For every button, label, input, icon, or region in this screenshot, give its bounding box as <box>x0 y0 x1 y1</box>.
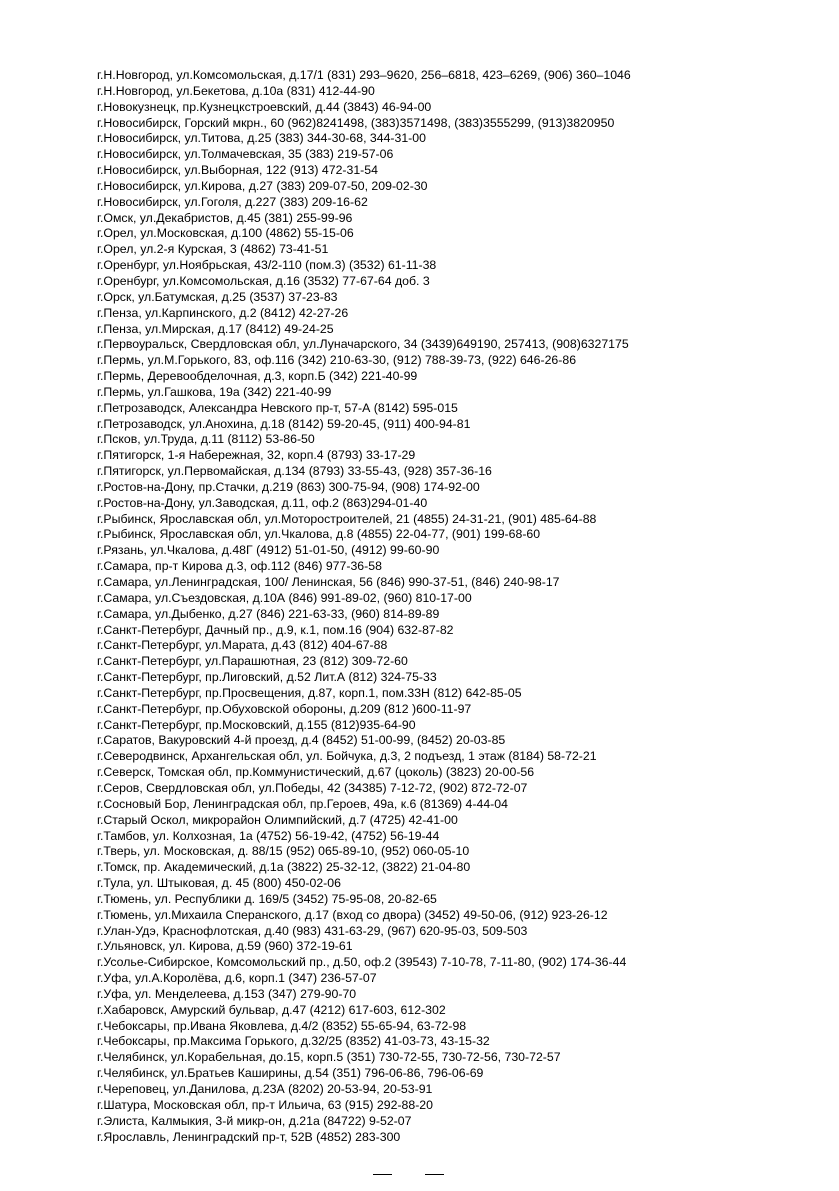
address-entry: г.Ульяновск, ул. Кирова, д.59 (960) 372-19-61 <box>97 939 353 954</box>
address-entry: г.Санкт-Петербург, пр.Московский, д.155 (812)935-64-90 <box>97 717 416 732</box>
address-entry: г.Томск, пр. Академический, д.1а (3822) 25-32-12, (3822) 21-04-80 <box>97 860 471 875</box>
address-entry: г.Новосибирск, ул.Гоголя, д.227 (383) 209-16-62 <box>97 194 368 209</box>
footer-dash-left <box>373 1174 392 1175</box>
address-entry: г.Северодвинск, Архангельская обл, ул. Бойчука, д.3, 2 подъезд, 1 этаж (8184) 58-72-21 <box>97 749 597 764</box>
address-entry: г.Пятигорск, ул.Первомайская, д.134 (8793) 33-55-43, (928) 357-36-16 <box>97 464 492 479</box>
address-entry: г.Серов, Свердловская обл, ул.Победы, 42 (34385) 7-12-72, (902) 872-72-07 <box>97 780 528 795</box>
address-entry: г.Ростов-на-Дону, ул.Заводская, д.11, оф.2 (863)294-01-40 <box>97 495 428 510</box>
address-entry: г.Самара, пр-т Кирова д.3, оф.112 (846) 977-36-58 <box>97 559 382 574</box>
address-entry: г.Рязань, ул.Чкалова, д.48Г (4912) 51-01-50, (4912) 99-60-90 <box>97 543 440 558</box>
address-entry: г.Петрозаводск, Александра Невского пр-т, 57-А (8142) 595-015 <box>97 400 458 415</box>
address-entry: г.Шатура, Московская обл, пр-т Ильича, 63 (915) 292-88-20 <box>97 1097 433 1112</box>
footer-dash-right <box>425 1174 444 1175</box>
address-entry: г.Санкт-Петербург, пр.Обуховской обороны, д.209 (812 )600-11-97 <box>97 701 472 716</box>
address-entry: г.Орел, ул.Московская, д.100 (4862) 55-15-06 <box>97 226 354 241</box>
address-entry: г.Улан-Удэ, Краснофлотская, д.40 (983) 431-63-29, (967) 620-95-03, 509-503 <box>97 923 528 938</box>
address-entry: г.Элиста, Калмыкия, 3-й микр-он, д.21а (84722) 9-52-07 <box>97 1113 412 1128</box>
address-entry: г.Тюмень, ул.Михаила Сперанского, д.17 (вход со двора) (3452) 49-50-06, (912) 923-26-12 <box>97 907 608 922</box>
address-entry: г.Самара, ул.Съездовская, д.10А (846) 991-89-02, (960) 810-17-00 <box>97 590 472 605</box>
address-entry: г.Череповец, ул.Данилова, д.23А (8202) 20-53-94, 20-53-91 <box>97 1082 433 1096</box>
address-entry: г.Пермь, Деревообделочная, д.3, корп.Б (342) 221-40-99 <box>97 369 418 384</box>
address-entry: г.Оренбург, ул.Ноябрьская, 43/2-110 (пом.3) (3532) 61-11-38 <box>97 258 437 273</box>
address-entry: г.Самара, ул.Дыбенко, д.27 (846) 221-63-33, (960) 814-89-89 <box>97 606 440 621</box>
address-entry: г.Пермь, ул.Гашкова, 19а (342) 221-40-99 <box>97 384 332 399</box>
page-footer-marks <box>370 1170 450 1180</box>
address-entry: г.Пятигорск, 1-я Набережная, 32, корп.4 (8793) 33-17-29 <box>97 448 416 463</box>
address-entry: г.Хабаровск, Амурский бульвар, д.47 (4212) 617-603, 612-302 <box>97 1002 446 1017</box>
address-entry: г.Новосибирск, ул.Толмачевская, 35 (383) 219-57-06 <box>97 147 394 162</box>
address-entry: г.Тюмень, ул. Республики д. 169/5 (3452) 75-95-08, 20-82-65 <box>97 891 437 906</box>
address-entry: г.Санкт-Петербург, пр.Лиговский, д.52 Лит.А (812) 324-75-33 <box>97 670 437 685</box>
address-entry: г.Пенза, ул.Мирская, д.17 (8412) 49-24-25 <box>97 321 334 336</box>
address-entry: г.Пенза, ул.Карпинского, д.2 (8412) 42-27-26 <box>97 305 349 320</box>
address-entry: г.Санкт-Петербург, Дачный пр., д.9, к.1, пом.16 (904) 632-87-82 <box>97 622 454 637</box>
address-entry: г.Чебоксары, пр.Максима Горького, д.32/25 (8352) 41-03-73, 43-15-32 <box>97 1034 490 1049</box>
address-entry: г.Орел, ул.2-я Курская, 3 (4862) 73-41-51 <box>97 242 329 257</box>
address-entry: г.Пермь, ул.М.Горького, 83, оф.116 (342) 210-63-30, (912) 788-39-73, (922) 646-26-86 <box>97 353 577 368</box>
address-entry: г.Ярославль, Ленинградский пр-т, 52В (4852) 283-300 <box>97 1129 401 1144</box>
address-entry: г.Н.Новгород, ул.Бекетова, д.10а (831) 412-44-90 <box>97 83 375 98</box>
address-entry: г.Рыбинск, Ярославская обл, ул.Моторостроителей, 21 (4855) 24-31-21, (901) 485-64-88 <box>97 511 597 526</box>
address-entry: г.Усолье-Сибирское, Комсомольский пр., д.50, оф.2 (39543) 7-10-78, 7-11-80, (902) 174-36-44 <box>97 955 627 970</box>
address-entry: г.Тверь, ул. Московская, д. 88/15 (952) 065-89-10, (952) 060-05-10 <box>97 844 470 859</box>
address-entry: г.Первоуральск, Свердловская обл, ул.Луначарского, 34 (3439)649190, 257413, (908)6327175 <box>97 337 629 352</box>
address-entry: г.Рыбинск, Ярославская обл, ул.Чкалова, д.8 (4855) 22-04-77, (901) 199-68-60 <box>97 527 541 542</box>
address-entry: г.Санкт-Петербург, пр.Просвещения, д.87, корп.1, пом.33Н (812) 642-85-05 <box>97 685 522 700</box>
address-list <box>97 68 832 1145</box>
address-entry: г.Уфа, ул. Менделеева, д.153 (347) 279-90-70 <box>97 986 357 1001</box>
address-entry: г.Тула, ул. Штыковая, д. 45 (800) 450-02-06 <box>97 876 341 891</box>
address-entry: г.Старый Оскол, микрорайон Олимпийский, д.7 (4725) 42-41-00 <box>97 812 458 827</box>
address-entry: г.Новокузнецк, пр.Кузнецкстроевский, д.44 (3843) 46-94-00 <box>97 99 432 114</box>
address-entry: г.Северск, Томская обл, пр.Коммунистический, д.67 (цоколь) (3823) 20-00-56 <box>97 765 535 780</box>
address-entry: г.Новосибирск, ул.Кирова, д.27 (383) 209-07-50, 209-02-30 <box>97 178 428 193</box>
address-entry: г.Новосибирск, Горский мкрн., 60 (962)8241498, (383)3571498, (383)3555299, (913)3820950 <box>97 115 615 130</box>
address-entry: г.Новосибирск, ул.Титова, д.25 (383) 344-30-68, 344-31-00 <box>97 131 426 146</box>
address-entry: г.Уфа, ул.А.Королёва, д.6, корп.1 (347) 236-57-07 <box>97 971 377 986</box>
address-entry: г.Санкт-Петербург, ул.Парашютная, 23 (812) 309-72-60 <box>97 654 408 669</box>
address-entry: г.Омск, ул.Декабристов, д.45 (381) 255-99-96 <box>97 210 353 225</box>
address-entry: г.Ростов-на-Дону, пр.Стачки, д.219 (863) 300-75-94, (908) 174-92-00 <box>97 479 480 494</box>
address-entry: г.Чебоксары, пр.Ивана Яковлева, д.4/2 (8352) 55-65-94, 63-72-98 <box>97 1018 467 1033</box>
address-entry: г.Орск, ул.Батумская, д.25 (3537) 37-23-83 <box>97 289 338 304</box>
address-entry: г.Тамбов, ул. Колхозная, 1а (4752) 56-19-42, (4752) 56-19-44 <box>97 828 440 843</box>
address-entry: г.Челябинск, ул.Корабельная, до.15, корп.5 (351) 730-72-55, 730-72-56, 730-72-57 <box>97 1050 561 1065</box>
address-entry: г.Н.Новгород, ул.Комсомольская, д.17/1 (831) 293–9620, 256–6818, 423–6269, (906) 360–1046 <box>97 68 631 82</box>
address-entry: г.Псков, ул.Труда, д.11 (8112) 53-86-50 <box>97 432 315 447</box>
address-entry: г.Оренбург, ул.Комсомольская, д.16 (3532) 77-67-64 доб. 3 <box>97 273 430 288</box>
address-entry: г.Самара, ул.Ленинградская, 100/ Ленинская, 56 (846) 990-37-51, (846) 240-98-17 <box>97 575 560 589</box>
address-entry: г.Челябинск, ул.Братьев Каширины, д.54 (351) 796-06-86, 796-06-69 <box>97 1066 484 1081</box>
address-entry: г.Саратов, Вакуровский 4-й проезд, д.4 (8452) 51-00-99, (8452) 20-03-85 <box>97 733 506 748</box>
address-entry: г.Сосновый Бор, Ленинградская обл, пр.Героев, 49а, к.6 (81369) 4-44-04 <box>97 796 508 811</box>
address-entry: г.Петрозаводск, ул.Анохина, д.18 (8142) 59-20-45, (911) 400-94-81 <box>97 416 471 431</box>
address-entry: г.Новосибирск, ул.Выборная, 122 (913) 472-31-54 <box>97 163 378 178</box>
address-entry: г.Санкт-Петербург, ул.Марата, д.43 (812) 404-67-88 <box>97 638 388 653</box>
